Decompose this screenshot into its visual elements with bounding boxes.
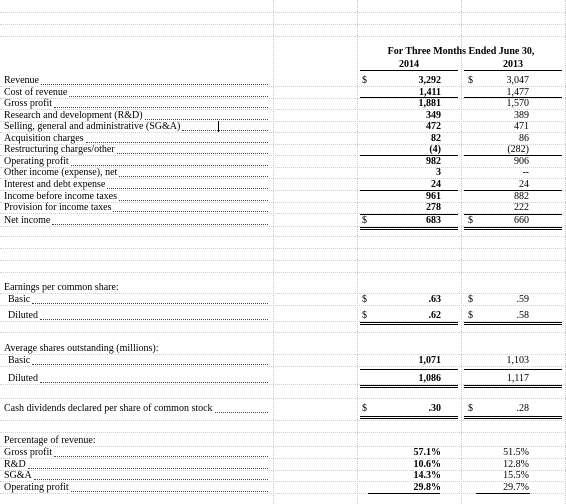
dot-leader xyxy=(32,364,268,365)
value-2014: 14.3% xyxy=(413,470,441,481)
row-gridline xyxy=(0,332,566,333)
value-2013: 3,047 xyxy=(506,75,529,86)
subtotal-rule xyxy=(360,214,458,215)
subtotal-rule xyxy=(360,190,458,191)
value-2013: .28 xyxy=(516,403,529,414)
value-2013: 15.5% xyxy=(503,470,529,481)
value-2014: 472 xyxy=(426,121,441,132)
dot-leader xyxy=(34,479,268,480)
total-double-rule xyxy=(464,416,562,419)
dot-leader xyxy=(71,165,268,166)
dot-leader xyxy=(107,188,268,189)
value-2014: .30 xyxy=(428,403,441,414)
total-double-rule xyxy=(360,227,458,230)
value-2014: 29.8% xyxy=(413,482,441,493)
value-2014: 10.6% xyxy=(413,459,441,470)
value-2014: .62 xyxy=(428,310,441,321)
value-2013: 24 xyxy=(519,179,529,190)
dollar-sign-current: $ xyxy=(362,75,367,86)
value-2013: 12.8% xyxy=(503,459,529,470)
dollar-sign-prior: $ xyxy=(468,310,473,321)
row-label: Diluted xyxy=(8,310,38,321)
value-2014: 3,292 xyxy=(418,75,441,86)
row-label: Gross profit xyxy=(4,447,53,458)
year-prior-header: 2013 xyxy=(503,59,523,70)
section-title-shares: Average shares outstanding (millions): xyxy=(4,343,159,354)
total-double-rule xyxy=(360,416,458,419)
row-label: SG&A xyxy=(4,470,32,481)
row-gridline xyxy=(0,420,566,421)
value-2013: 1,117 xyxy=(506,373,529,384)
value-2013: 222 xyxy=(514,202,529,213)
subtotal-rule xyxy=(360,369,458,370)
row-label: Revenue xyxy=(4,75,39,86)
value-2014: 57.1% xyxy=(413,447,441,458)
value-2013: 1,570 xyxy=(506,98,529,109)
section-title-eps: Earnings per common share: xyxy=(4,282,119,293)
value-2013: 389 xyxy=(514,110,529,121)
period-header: For Three Months Ended June 30, xyxy=(387,46,535,57)
value-2014: 1,881 xyxy=(418,98,441,109)
row-label: Research and development (R&D) xyxy=(4,110,143,121)
row-gridline xyxy=(0,272,566,273)
subtotal-rule xyxy=(464,369,562,370)
dollar-sign-prior: $ xyxy=(468,75,473,86)
total-double-rule xyxy=(360,385,458,388)
value-2013: .59 xyxy=(516,294,529,305)
value-2014: 982 xyxy=(426,156,441,167)
dot-leader xyxy=(54,107,268,108)
header-underline xyxy=(464,70,562,71)
row-gridline xyxy=(0,366,566,367)
row-label: Cash dividends declared per share of common stock xyxy=(4,403,213,414)
row-label: Selling, general and administrative (SG&A) xyxy=(4,121,181,132)
row-label: Net income xyxy=(4,215,51,226)
value-2014: 278 xyxy=(426,202,441,213)
dot-leader xyxy=(28,468,268,469)
row-label: R&D xyxy=(4,459,26,470)
dot-leader xyxy=(182,130,268,131)
dot-leader xyxy=(52,224,268,225)
total-double-rule xyxy=(464,322,562,325)
dot-leader xyxy=(40,319,268,320)
dollar-sign-prior: $ xyxy=(468,215,473,226)
value-2013: -- xyxy=(522,167,529,178)
value-2014: 3 xyxy=(436,167,441,178)
row-label: Basic xyxy=(8,355,31,366)
subtotal-rule xyxy=(360,155,458,156)
value-2013: 882 xyxy=(514,191,529,202)
dot-leader xyxy=(69,96,268,97)
value-2014: 1,071 xyxy=(418,355,441,366)
dot-leader xyxy=(86,142,268,143)
value-2013: 1,103 xyxy=(506,355,529,366)
row-gridline xyxy=(0,36,566,37)
value-2013: 660 xyxy=(514,215,529,226)
dot-leader xyxy=(113,211,268,212)
grid-col-line xyxy=(273,0,274,504)
total-double-rule xyxy=(360,322,458,325)
subtotal-rule xyxy=(368,493,440,494)
row-label: Operating profit xyxy=(4,482,69,493)
value-2013: 29.7% xyxy=(503,482,529,493)
value-2014: 961 xyxy=(426,191,441,202)
dot-leader xyxy=(119,176,268,177)
row-label: Other income (expense), net xyxy=(4,167,118,178)
value-2014: 24 xyxy=(431,179,441,190)
subtotal-rule xyxy=(360,97,458,98)
value-2014: 1,411 xyxy=(419,87,441,98)
row-label: Provision for income taxes xyxy=(4,202,112,213)
dot-leader xyxy=(54,456,268,457)
row-gridline xyxy=(0,12,566,13)
value-2014: .63 xyxy=(428,294,441,305)
row-gridline xyxy=(0,398,566,399)
dot-leader xyxy=(41,84,268,85)
row-gridline xyxy=(0,236,566,237)
subtotal-rule xyxy=(464,155,562,156)
row-label: Acquisition charges xyxy=(4,133,84,144)
dollar-sign-current: $ xyxy=(362,310,367,321)
value-2013: 471 xyxy=(514,121,529,132)
row-label: Diluted xyxy=(8,373,38,384)
dollar-sign-prior: $ xyxy=(468,403,473,414)
value-2014: (4) xyxy=(429,144,441,155)
row-gridline xyxy=(0,24,566,25)
dot-leader xyxy=(215,412,268,413)
value-2013: 51.5% xyxy=(503,447,529,458)
dollar-sign-current: $ xyxy=(362,294,367,305)
dot-leader xyxy=(145,119,268,120)
dot-leader xyxy=(119,200,268,201)
total-double-rule xyxy=(464,385,562,388)
dot-leader xyxy=(71,491,268,492)
row-label: Cost of revenue xyxy=(4,87,68,98)
row-gridline xyxy=(0,248,566,249)
row-label: Restructuring charges/other xyxy=(4,144,115,155)
dollar-sign-prior: $ xyxy=(468,294,473,305)
row-label: Income before income taxes xyxy=(4,191,118,202)
row-gridline xyxy=(0,305,566,306)
dollar-sign-current: $ xyxy=(362,215,367,226)
subtotal-rule xyxy=(464,214,562,215)
value-2013: 906 xyxy=(514,156,529,167)
value-2013: .58 xyxy=(516,310,529,321)
subtotal-rule xyxy=(464,97,562,98)
row-gridline xyxy=(0,260,566,261)
subtotal-rule xyxy=(464,190,562,191)
row-label: Basic xyxy=(8,294,31,305)
value-2014: 82 xyxy=(431,133,441,144)
row-label: Interest and debt expense xyxy=(4,179,106,190)
value-2013: 86 xyxy=(519,133,529,144)
dollar-sign-current: $ xyxy=(362,403,367,414)
text-cursor xyxy=(218,121,219,132)
section-title-percentage: Percentage of revenue: xyxy=(4,435,96,446)
value-2013: 1,477 xyxy=(506,87,529,98)
year-current-header: 2014 xyxy=(399,59,419,70)
value-2014: 1,086 xyxy=(418,373,441,384)
row-gridline xyxy=(0,432,566,433)
total-double-rule xyxy=(464,227,562,230)
dot-leader xyxy=(117,153,268,154)
row-label: Operating profit xyxy=(4,156,69,167)
dot-leader xyxy=(40,382,268,383)
value-2014: 683 xyxy=(426,215,441,226)
header-underline xyxy=(360,70,458,71)
subtotal-rule xyxy=(476,493,530,494)
row-label: Gross profit xyxy=(4,98,53,109)
value-2014: 349 xyxy=(426,110,441,121)
value-2013: (282) xyxy=(507,144,529,155)
dot-leader xyxy=(32,303,268,304)
